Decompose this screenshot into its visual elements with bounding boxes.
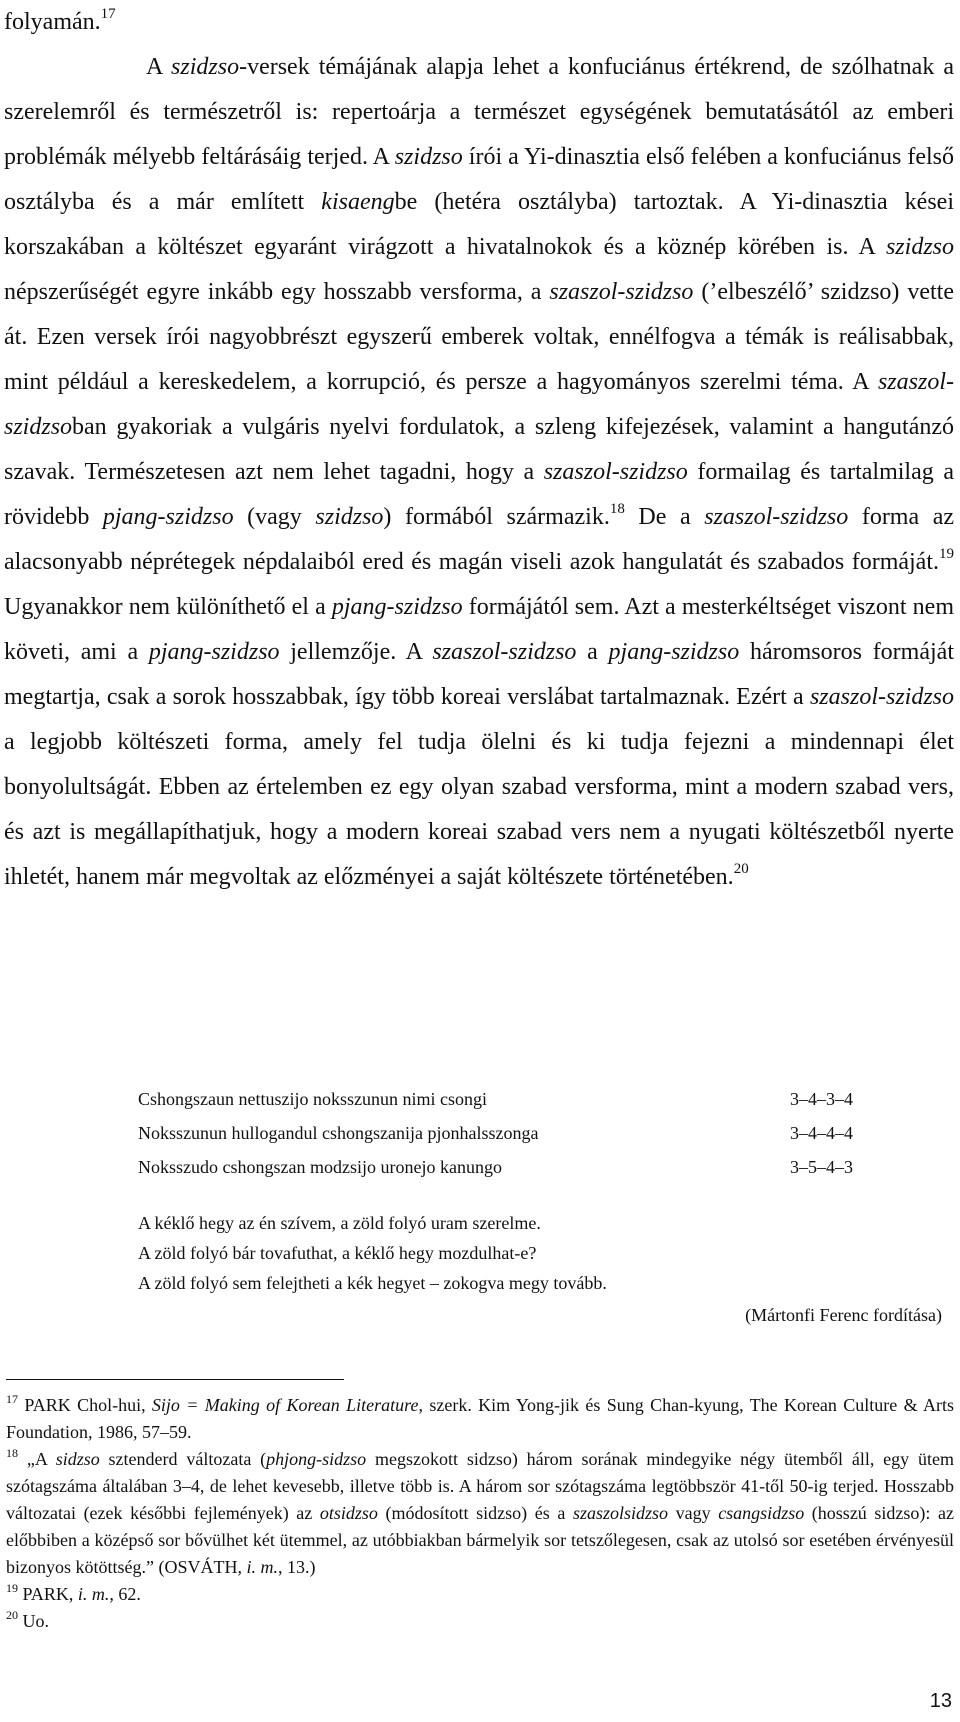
text-run: formailag és tartalmilag a rövidebb [4,459,954,530]
footnote-ref: 19 [6,1581,18,1595]
text-run: De a [624,504,705,530]
poem-line: Noksszunun hullogandul cshongszanija pjonhalsszonga [138,1123,539,1143]
text-run: , 13.) [277,1557,316,1577]
italic-term: pjang-szidzso [102,504,234,530]
footnote-ref: 17 [6,1392,18,1406]
italic-term: pjang-szidzso [608,639,740,665]
poem-meter: 3–5–4–3 [790,1157,853,1177]
poem-translation [138,1208,942,1330]
poem-original [138,1082,908,1184]
text-run: (hosszú sidzso): az előbbiben a középső sor bővülhet két ütemmel, az utóbbiakban bármelyik sor tetszőlegesen, csak az utolsó sor esetében érvényesül bizonyos kötöttség.” (OSVÁTH, [6,1503,954,1577]
footnote-ref: 18 [609,501,625,517]
continued-text: folyamán. [4,9,101,35]
italic-term: i. m. [246,1557,278,1577]
text-run: be (hetéra osztályba) tartoztak. A Yi-dinasztia kései korszakában a költészet egyaránt virágzott a hivatalnokok és a köznép körében is. A [4,189,954,260]
body-text [4,0,954,900]
italic-term: szaszolsidzso [572,1503,668,1523]
text-run: A [146,54,172,80]
text-run: írói a Yi-dinasztia első felében a konfuciánus felső osztályba és a már említett [4,144,954,215]
translation-line: A zöld folyó bár tovafuthat, a kéklő hegy mozdulhat-e? [138,1243,537,1263]
italic-term: szaszol-szidzso [543,459,688,485]
footnote [6,1581,954,1608]
italic-term: i. m. [77,1584,110,1604]
text-run: (módosított sidzso) és a [377,1503,573,1523]
text-run: sztenderd változata ( [99,1449,267,1469]
italic-term: szaszol-szidzso [432,639,577,665]
italic-term: szaszol-szidzso [549,279,694,305]
italic-term: szaszol-szidzso [4,369,954,440]
text-run: Uo. [18,1611,49,1631]
footnote-ref: 17 [100,6,116,22]
poem-meter: 3–4–4–4 [790,1123,853,1143]
italic-term: kisaeng [321,189,395,215]
italic-term: phjong-sidzso [266,1449,367,1469]
poem-row [138,1116,908,1150]
text-run: , 62. [109,1584,141,1604]
footnote [6,1392,954,1446]
poem-line: Cshongszaun nettuszijo noksszunun nimi csongi [138,1089,487,1109]
text-run: formájától sem. Azt a mesterkéltséget viszont nem követi, ami a [4,594,954,665]
poem-meter: 3–4–3–4 [790,1089,853,1109]
italic-term: szidzso [394,144,463,170]
text-run: háromsoros formáját megtartja, csak a sorok hosszabbak, így több koreai verslábat tartalmaznak. Ezért a [4,639,954,710]
translation-line: A zöld folyó sem felejtheti a kék hegyet – zokogva megy tovább. [138,1273,607,1293]
translation-credit: (Mártonfi Ferenc fordítása) [745,1305,942,1325]
text-run: ban gyakoriak a vulgáris nyelvi fordulatok, a szleng kifejezések, valamint a hangutánzó szavak. Természetesen azt nem lehet tagadni, hogy a [4,414,954,485]
text-run: „A [18,1449,56,1469]
poem-row [138,1150,908,1184]
text-run: PARK Chol-hui, [18,1395,152,1415]
footnote-ref: 18 [6,1446,18,1460]
italic-term: csangsidzso [718,1503,805,1523]
footnote-ref: 19 [939,546,954,562]
text-run: -versek témájának alapja lehet a konfuciánus értékrend, de szólhatnak a szerelemről és természetről is: repertoárja a természet egységének bemutatásától az emberi problémák mélyebb feltárásáig terjed. A [4,54,954,170]
text-run: vagy [667,1503,719,1523]
italic-term: szidzso [171,54,240,80]
italic-term: szidzso [885,234,954,260]
text-run: (’elbeszélő’ szidzso) vette át. Ezen versek írói nagyobbrészt egyszerű emberek voltak, ennélfogva a témák is reálisabbak, mint például a kereskedelem, a korrupció, és persze a hagyományos szerelmi téma. A [4,279,955,395]
footnote [6,1446,954,1581]
text-run: ) formából származik. [383,504,610,530]
italic-term: pjang-szidzso [331,594,463,620]
italic-term: pjang-szidzso [148,639,280,665]
text-run: , szerk. Kim Yong-jik és Sung Chan-kyung, The Korean Culture & Arts Foundation, 1986, 57–59. [6,1395,954,1442]
footnote-ref: 20 [6,1608,18,1622]
text-run: a legjobb költészeti forma, amely fel tudja ölelni és ki tudja fejezni a mindennapi élet bonyolultságát. Ebben az értelemben ez egy olyan szabad versforma, mint a modern szabad vers, és azt is megállapíthatjuk, hogy a modern koreai szabad vers nem a nyugati költészetből nyerte ihletét, hanem már megvoltak az előzményei a saját költészete történetében. [4,729,954,890]
text-run: jellemzője. A [279,639,433,665]
text-run: forma az alacsonyabb néprétegek népdalaiból ered és magán viseli azok hangulatát és szabados formáját. [4,504,955,575]
footnote [6,1608,954,1635]
text-run: a [576,639,609,665]
footnote-separator [6,1379,344,1380]
text-run: PARK, [18,1584,78,1604]
italic-term: szaszol-szidzso [809,684,954,710]
continued-line [4,0,954,45]
main-paragraph [4,45,954,900]
text-run: (vagy [233,504,316,530]
italic-term: szaszol-szidzso [704,504,849,530]
text-run: megszokott sidzso) három sorának mindegyike négy ütemből áll, egy ütem szótagszáma általában 3–4, de lehet kevesebb, illetve több is. A három sor szótagszáma legtöbbször 41-től 50-ig terjed. Hosszabb változatai (ezek későbbi fejlemények) az [6,1449,954,1523]
italic-term: szidzso [315,504,384,530]
footnotes [6,1392,954,1635]
text-run: Ugyanakkor nem különíthető el a [4,594,332,620]
italic-term: Sijo = Making of Korean Literature [151,1395,419,1415]
poem-line: Noksszudo cshongszan modzsijo uronejo kanungo [138,1157,502,1177]
text-run: népszerűségét egyre inkább egy hosszabb versforma, a [4,279,550,305]
italic-term: otsidzso [319,1503,378,1523]
page-number: 13 [929,1690,952,1712]
footnote-ref: 20 [733,861,749,877]
poem-row [138,1082,908,1116]
italic-term: sidzso [55,1449,100,1469]
translation-line: A kéklő hegy az én szívem, a zöld folyó uram szerelme. [138,1213,541,1233]
